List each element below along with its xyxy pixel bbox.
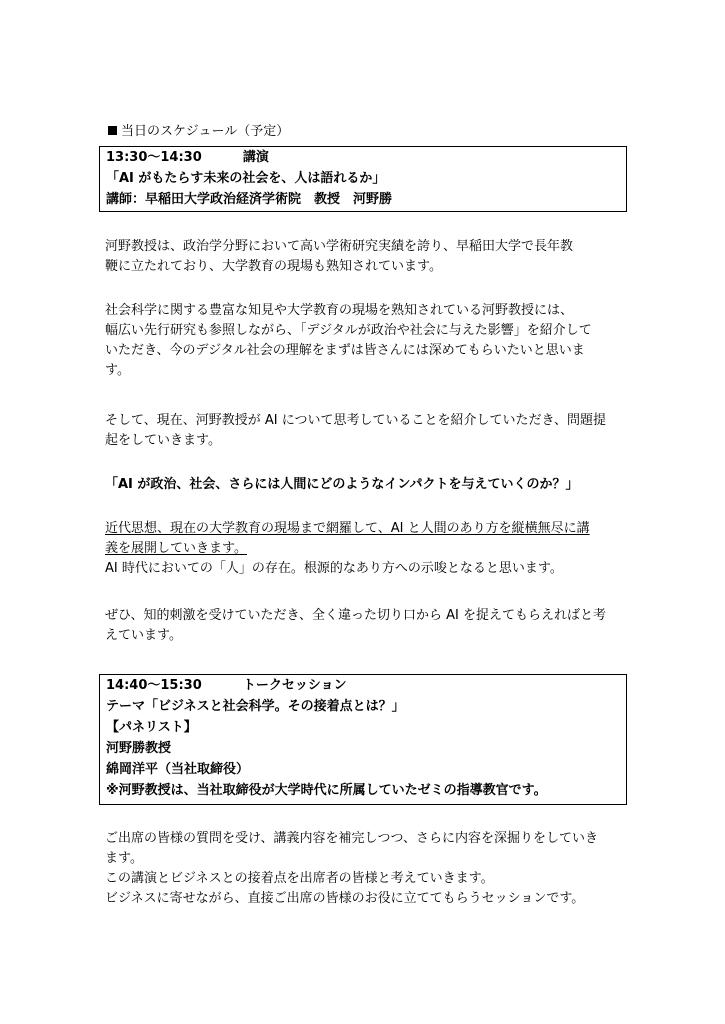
paragraph-line: ぜひ、知的刺激を受けていただき、全く違った切り口から AI を捉えてもらえればと考 bbox=[105, 608, 606, 623]
paragraph-line: いただき、今のデジタル社会の理解をまずは皆さんには深めてもらいたいと思いま bbox=[105, 343, 585, 358]
paragraph-1 bbox=[105, 237, 573, 277]
advisor-note: ※河野教授は、当社取締役が大学時代に所属していたゼミの指導教官です。 bbox=[106, 783, 547, 798]
paragraph-line: 幅広い先行研究も参照しながら、「デジタルが政治や社会に与えた影響」を紹介して bbox=[105, 323, 592, 338]
session-theme: テーマ「ビジネスと社会科学。その接着点とは？」 bbox=[106, 699, 405, 714]
ai-question-quote: 「AI が政治、社会、さらには人間にどのようなインパクトを与えていくのか？」 bbox=[105, 477, 579, 492]
panelist-1: 河野勝教授 bbox=[106, 741, 172, 756]
paragraph-6 bbox=[105, 829, 598, 909]
panelist-2: 綿岡洋平（当社取締役） bbox=[106, 762, 250, 777]
paragraph-line: 社会科学に関する豊富な知見や大学教育の現場を熟知されている河野教授には、 bbox=[105, 303, 574, 318]
paragraph-line: ます。 bbox=[105, 851, 143, 866]
lecture-title: 「AI がもたらす未来の社会を、人は語れるか」 bbox=[106, 171, 386, 186]
lecture-speaker: 講師：早稲田大学政治経済学術院 教授 河野勝 bbox=[106, 192, 393, 207]
lecture-type: 講演 bbox=[242, 150, 269, 165]
lecture-time: 13:30〜14:30 bbox=[106, 150, 202, 165]
paragraph-line: ご出席の皆様の質問を受け、講義内容を補完しつつ、さらに内容を深掘りをしていき bbox=[105, 831, 598, 846]
paragraph-4 bbox=[105, 519, 590, 579]
session-time: 14:40〜15:30 bbox=[106, 678, 202, 693]
paragraph-line: 鞭に立たれており、大学教育の現場も熟知されています。 bbox=[105, 259, 442, 274]
paragraph-line: そして、現在、河野教授が AI について思考していることを紹介していただき、問題提 bbox=[105, 413, 606, 428]
paragraph-2 bbox=[105, 301, 592, 381]
lecture-box bbox=[99, 146, 627, 212]
paragraph-line: 起をしていきます。 bbox=[105, 433, 221, 448]
paragraph-5 bbox=[105, 606, 606, 646]
session-type: トークセッション bbox=[242, 678, 347, 693]
paragraph-line: 河野教授は、政治学分野において高い学術研究実績を誇り、早稲田大学で長年教 bbox=[105, 239, 574, 254]
paragraph-line: えています。 bbox=[105, 628, 182, 643]
paragraph-3 bbox=[105, 411, 606, 451]
lecture-time-row bbox=[106, 148, 269, 168]
paragraph-line: す。 bbox=[105, 363, 130, 378]
schedule-heading bbox=[108, 122, 289, 142]
schedule-heading-text: 当日のスケジュール（予定） bbox=[121, 124, 290, 139]
square-bullet-icon bbox=[108, 126, 117, 135]
paragraph-line: この講演とビジネスとの接着点を出席者の皆様と考えていきます。 bbox=[105, 871, 494, 886]
underlined-line: 義を展開していきます。 bbox=[105, 541, 247, 556]
panelists-label: 【パネリスト】 bbox=[106, 720, 197, 735]
paragraph-line: ビジネスに寄せながら、直接ご出席の皆様のお役に立ててもらうセッションです。 bbox=[105, 891, 585, 906]
session-box bbox=[99, 674, 627, 805]
paragraph-line: AI 時代においての「人」の存在。根源的なあり方への示唆となると思います。 bbox=[105, 561, 563, 576]
underlined-line: 近代思想、現在の大学教育の現場まで網羅して、AI と人間のあり方を縦横無尽に講 bbox=[105, 521, 590, 536]
session-time-row bbox=[106, 676, 347, 696]
